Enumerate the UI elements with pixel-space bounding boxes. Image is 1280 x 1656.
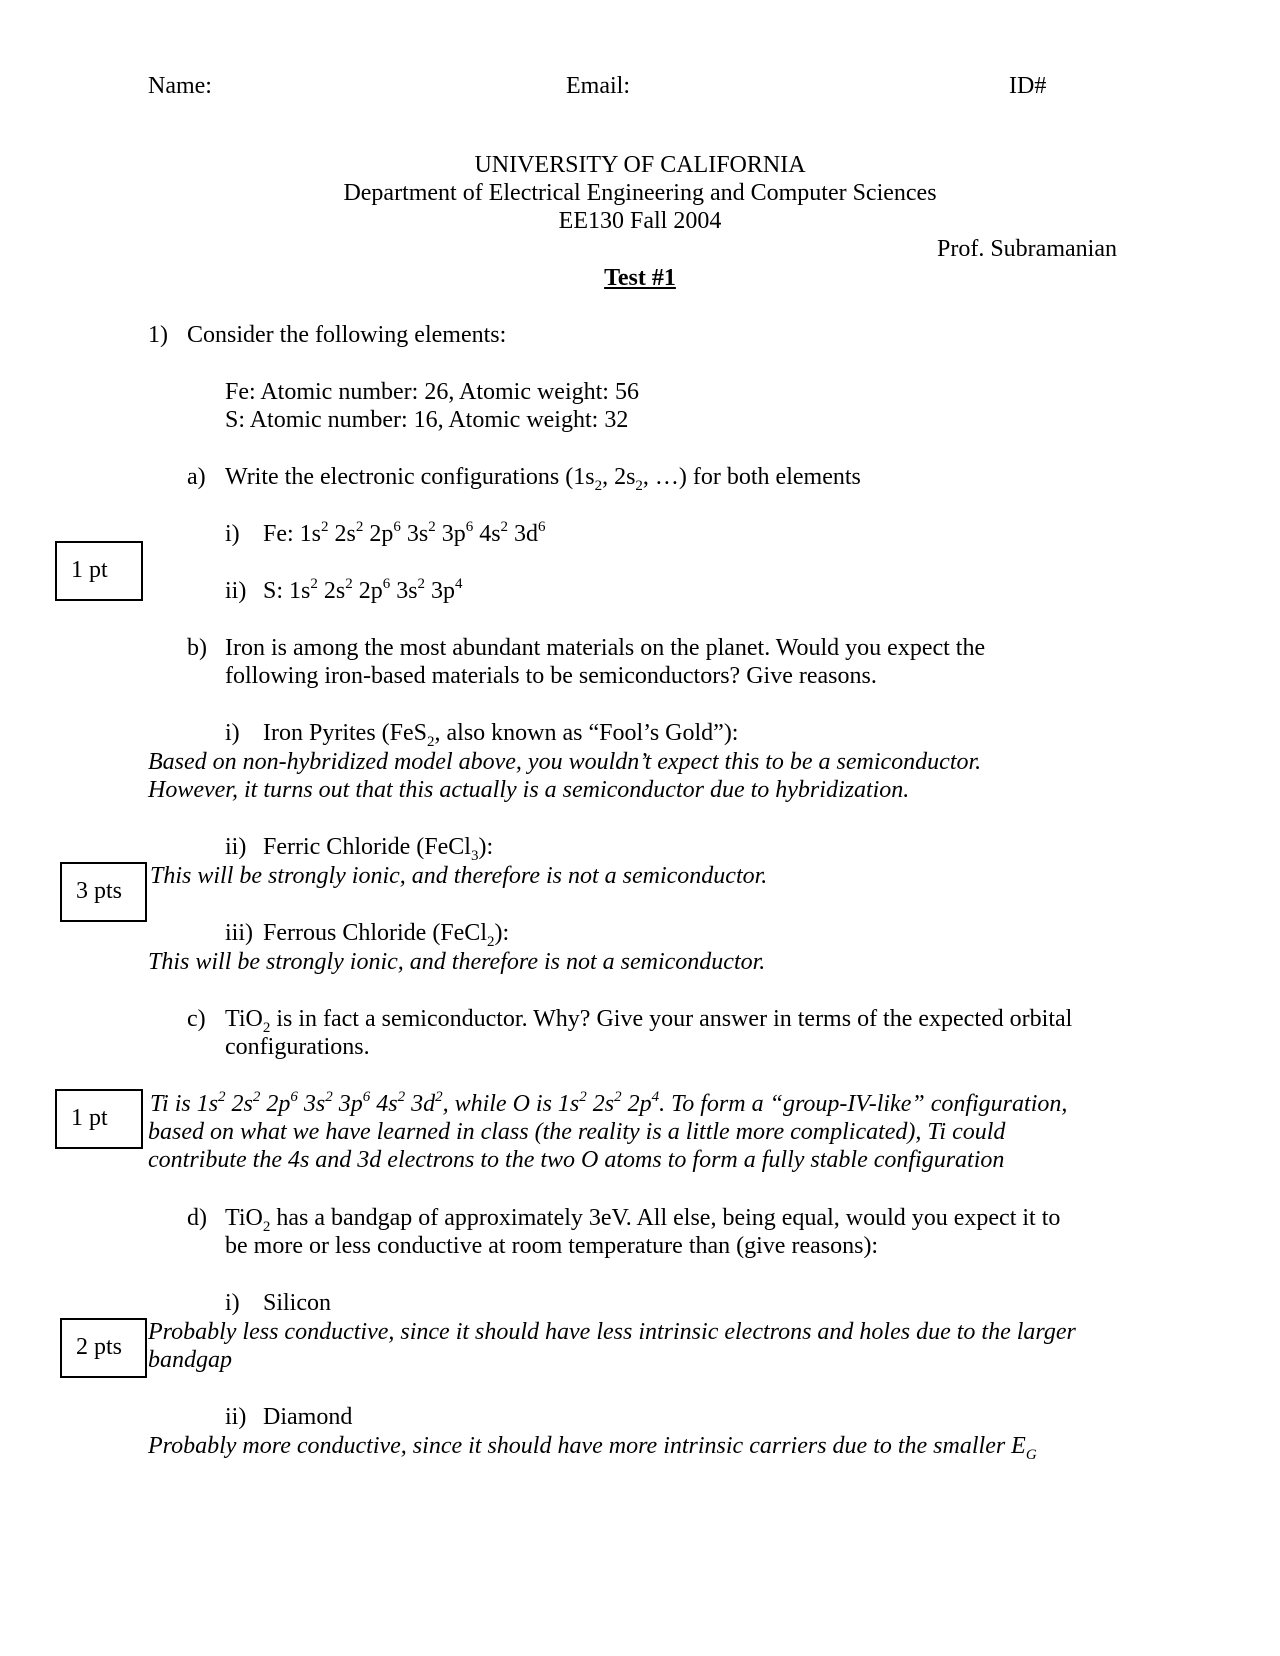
- ti-config-terms: [197, 1091, 443, 1117]
- orbital-term: $3s^2$: [303, 1089, 333, 1117]
- part-b-i-question: Iron Pyrites (FeS$_2$, also known as “Fool’s Gold”):: [263, 720, 739, 750]
- s-config-terms: [289, 578, 463, 604]
- s-config-label: ii): [225, 578, 247, 604]
- orbital-term: $3p^6$: [441, 519, 474, 547]
- s-config: S: $1s^2$ $2s^2$ $2p^6$ $3s^2$ $3p^4$: [263, 576, 463, 604]
- part-b-iii-answer: This will be strongly ionic, and therefore is not a semiconductor.: [148, 949, 766, 975]
- part-b-line1: Iron is among the most abundant materials on the planet. Would you expect the: [225, 635, 986, 661]
- part-b-ii-answer: This will be strongly ionic, and therefore is not a semiconductor.: [150, 863, 768, 889]
- part-b-line2: following iron-based materials to be semiconductors? Give reasons.: [225, 663, 877, 689]
- orbital-term: $3d^2$: [411, 1089, 443, 1117]
- university-title: UNIVERSITY OF CALIFORNIA: [474, 152, 806, 178]
- part-c-line1: TiO$_2$ is in fact a semiconductor. Why? Give your answer in terms of the expected orbital: [225, 1006, 1073, 1036]
- part-c-line2: configurations.: [225, 1034, 370, 1060]
- part-c-answer-line2: based on what we have learned in class (the reality is a little more complicated), Ti could: [148, 1119, 1006, 1145]
- orbital-term: $3p^4$: [431, 576, 463, 604]
- id-label: ID#: [1009, 73, 1047, 99]
- part-b-ii-question: Ferric Chloride (FeCl$_3$):: [263, 834, 494, 864]
- part-d-ii-question: Diamond: [263, 1404, 353, 1430]
- part-d-i-answer-line1: Probably less conductive, since it should have less intrinsic electrons and holes due to the larger: [148, 1319, 1076, 1345]
- part-d-i-question: Silicon: [263, 1290, 332, 1316]
- orbital-term: $3s^2$: [396, 576, 426, 604]
- part-b-i-answer-line1: Based on non-hybridized model above, you wouldn’t expect this to be a semiconductor.: [148, 749, 982, 775]
- part-a-points-box: 1 pt: [55, 541, 143, 601]
- course-title: EE130 Fall 2004: [558, 208, 722, 234]
- part-d-ii-answer: Probably more conductive, since it should have more intrinsic carriers due to the smaller $E_G$: [148, 1433, 1037, 1463]
- fe-config-label: i): [225, 521, 240, 547]
- part-d-line2: be more or less conductive at room temperature than (give reasons):: [225, 1233, 879, 1259]
- part-c-points-box: 1 pt: [55, 1089, 143, 1149]
- orbital-term: $2p^6$: [369, 519, 401, 547]
- fe-info: Fe: Atomic number: 26, Atomic weight: 56: [225, 379, 639, 405]
- part-b-label: b): [187, 635, 207, 661]
- orbital-term: $3p^6$: [338, 1089, 371, 1117]
- email-label: Email:: [566, 73, 630, 99]
- part-d-ii-label: ii): [225, 1404, 247, 1430]
- part-a-label: a): [187, 464, 206, 490]
- fe-config: Fe: $1s^2$ $2s^2$ $2p^6$ $3s^2$ $3p^6$ $4s^2$ $3d^6$: [263, 519, 546, 547]
- orbital-term: $2s^2$: [334, 519, 364, 547]
- part-d-i-label: i): [225, 1290, 240, 1316]
- test-title-text: Test #1: [604, 265, 676, 291]
- orbital-term: $2s^2$: [323, 576, 353, 604]
- part-b-iii-question: Ferrous Chloride (FeCl$_2$):: [263, 920, 510, 950]
- test-title: [0, 264, 1280, 292]
- professor-name: Prof. Subramanian: [937, 236, 1117, 262]
- part-d-i-answer-line2: bandgap: [148, 1347, 232, 1373]
- orbital-term: $1s^2$: [196, 1089, 226, 1117]
- orbital-term: $2s^2$: [231, 1089, 261, 1117]
- part-b-i-label: i): [225, 720, 240, 746]
- department-title: Department of Electrical Engineering and Computer Sciences: [343, 180, 937, 206]
- part-b-iii-label: iii): [225, 920, 253, 946]
- part-d-line1: TiO$_2$ has a bandgap of approximately 3eV. All else, being equal, would you expect it to: [225, 1205, 1061, 1235]
- part-b-i-answer-line2: However, it turns out that this actually is a semiconductor due to hybridization.: [148, 777, 910, 803]
- s-info: S: Atomic number: 16, Atomic weight: 32: [225, 407, 629, 433]
- part-d-points-box: 2 pts: [60, 1318, 147, 1378]
- orbital-term: $2p^6$: [266, 1089, 298, 1117]
- part-c-answer-line3: contribute the 4s and 3d electrons to the two O atoms to form a fully stable configuration: [148, 1147, 1005, 1173]
- orbital-term: $4s^2$: [479, 519, 509, 547]
- orbital-term: $3d^6$: [514, 519, 546, 547]
- fe-config-terms: [300, 521, 546, 547]
- q1-prompt: Consider the following elements:: [187, 322, 507, 348]
- orbital-term: $2p^4$: [627, 1089, 660, 1117]
- orbital-term: $1s^2$: [299, 519, 329, 547]
- name-label: Name:: [148, 73, 212, 99]
- part-c-label: c): [187, 1006, 206, 1032]
- o-config-terms: [558, 1091, 659, 1117]
- part-b-points-box: 3 pts: [60, 862, 147, 922]
- orbital-term: $1s^2$: [289, 576, 318, 604]
- orbital-term: $2s^2$: [592, 1089, 622, 1117]
- part-b-ii-label: ii): [225, 834, 247, 860]
- q1-number: 1): [148, 322, 168, 348]
- orbital-term: $4s^2$: [376, 1089, 406, 1117]
- orbital-term: $3s^2$: [406, 519, 436, 547]
- orbital-term: $2p^6$: [358, 576, 391, 604]
- orbital-term: $1s^2$: [557, 1089, 587, 1117]
- part-a-question: Write the electronic configurations ($1s_2$, $2s_2$, …) for both elements: [225, 464, 861, 494]
- part-c-answer-line1: Ti is $1s^2$ $2s^2$ $2p^6$ $3s^2$ $3p^6$ $4s^2$ $3d^2$, while O is $1s^2$ $2s^2$ $2p^4$. To form a “group-IV-like” configuration,: [150, 1089, 1068, 1117]
- part-d-label: d): [187, 1205, 207, 1231]
